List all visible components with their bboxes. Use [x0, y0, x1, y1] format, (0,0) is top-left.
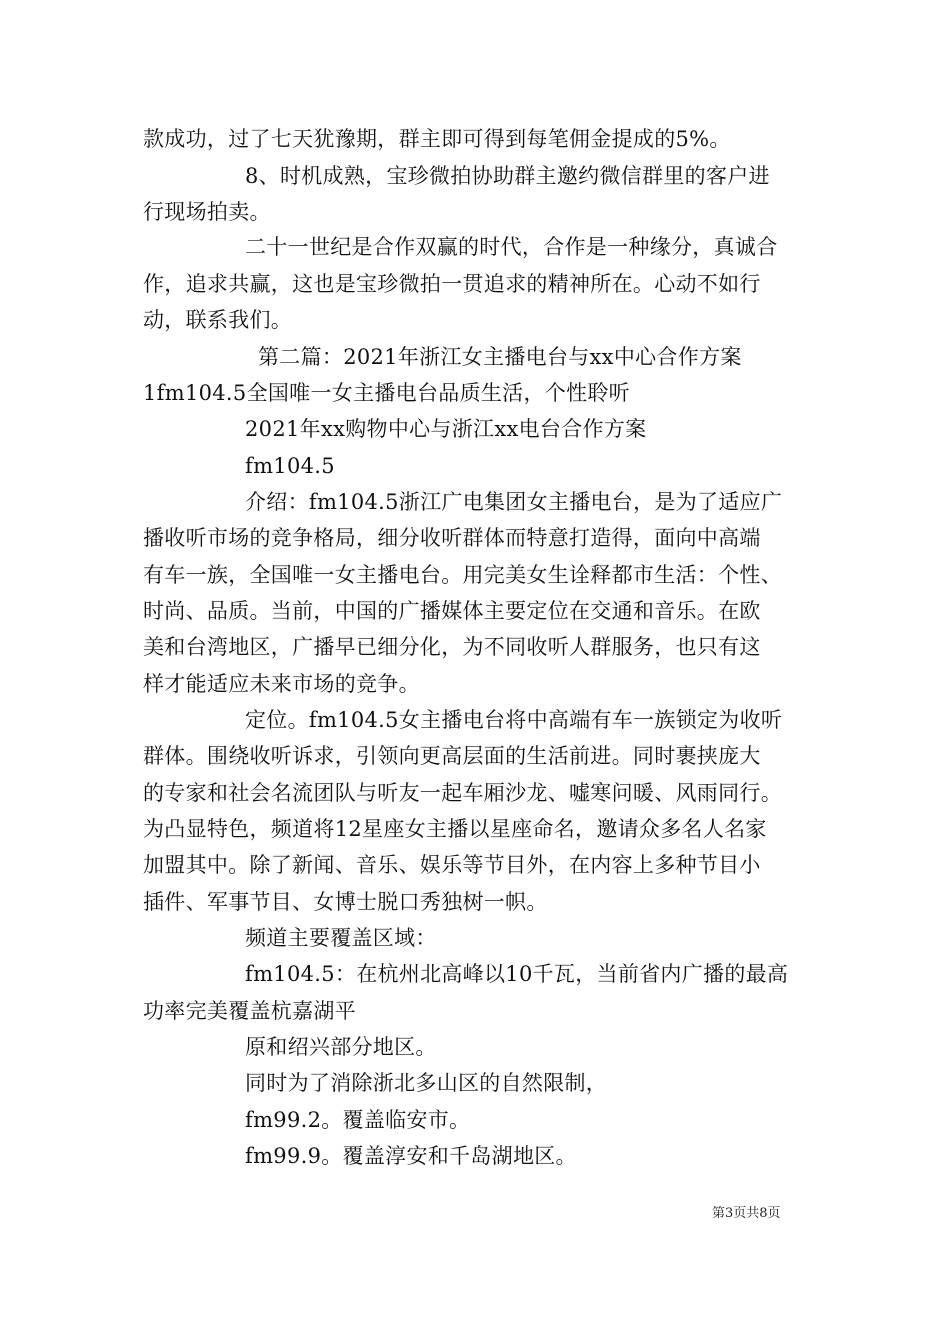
- page-number-footer: 第3页共8页: [712, 1206, 781, 1221]
- section-heading: 第二篇：2021年浙江女主播电台与xx中心合作方案: [258, 345, 742, 369]
- paragraph-line: 功率完美覆盖杭嘉湖平: [143, 999, 356, 1023]
- paragraph-line: 的专家和社会名流团队与听友一起车厢沙龙、嘘寒问暖、风雨同行。: [143, 781, 782, 805]
- paragraph-line: 为凸显特色，频道将12星座女主播以星座命名，邀请众多名人名家: [143, 817, 767, 841]
- paragraph-line: 插件、军事节目、女博士脱口秀独树一帜。: [143, 890, 548, 914]
- paragraph-line: 群体。围绕收听诉求，引领向更高层面的生活前进。同时裹挟庞大: [143, 744, 761, 768]
- paragraph-line: fm99.2。覆盖临安市。: [245, 1108, 471, 1132]
- paragraph-line: 频道主要覆盖区域：: [245, 926, 437, 950]
- paragraph-line: 动，联系我们。: [143, 308, 293, 332]
- paragraph-line: 8、时机成熟，宝珍微拍协助群主邀约微信群里的客户进: [245, 164, 770, 188]
- paragraph-line: 原和绍兴部分地区。: [245, 1035, 437, 1059]
- paragraph-line: 美和台湾地区，广播早已细分化，为不同收听人群服务，也只有这: [143, 635, 761, 659]
- paragraph-line: 款成功，过了七天犹豫期，群主即可得到每笔佣金提成的5%。: [143, 127, 731, 151]
- paragraph-line: 加盟其中。除了新闻、音乐、娱乐等节目外，在内容上多种节目小: [143, 853, 761, 877]
- paragraph-line: 有车一族，全国唯一女主播电台。用完美女生诠释都市生活：个性、: [143, 563, 782, 587]
- paragraph-line: 二十一世纪是合作双赢的时代，合作是一种缘分，真诚合: [245, 235, 778, 259]
- paragraph-line: 行现场拍卖。: [143, 200, 271, 224]
- paragraph-line: 1fm104.5全国唯一女主播电台品质生活，个性聆听: [143, 381, 630, 405]
- paragraph-line: 样才能适应未来市场的竞争。: [143, 672, 420, 696]
- paragraph-line: 介绍：fm104.5浙江广电集团女主播电台，是为了适应广: [245, 490, 783, 514]
- paragraph-line: 时尚、品质。当前，中国的广播媒体主要定位在交通和音乐。在欧: [143, 599, 761, 623]
- paragraph-line: fm104.5: [245, 454, 335, 478]
- paragraph-line: 播收听市场的竞争格局，细分收听群体而特意打造得，面向中高端: [143, 526, 761, 550]
- paragraph-line: fm99.9。覆盖淳安和千岛湖地区。: [245, 1144, 577, 1168]
- paragraph-line: 作，追求共赢，这也是宝珍微拍一贯追求的精神所在。心动不如行: [143, 272, 761, 296]
- paragraph-line: 同时为了消除浙北多山区的自然限制，: [245, 1071, 608, 1095]
- paragraph-line: fm104.5：在杭州北高峰以10千瓦，当前省内广播的最高: [245, 962, 789, 986]
- paragraph-line: 2021年xx购物中心与浙江xx电台合作方案: [245, 417, 647, 441]
- paragraph-line: 定位。fm104.5女主播电台将中高端有车一族锁定为收听: [245, 708, 783, 732]
